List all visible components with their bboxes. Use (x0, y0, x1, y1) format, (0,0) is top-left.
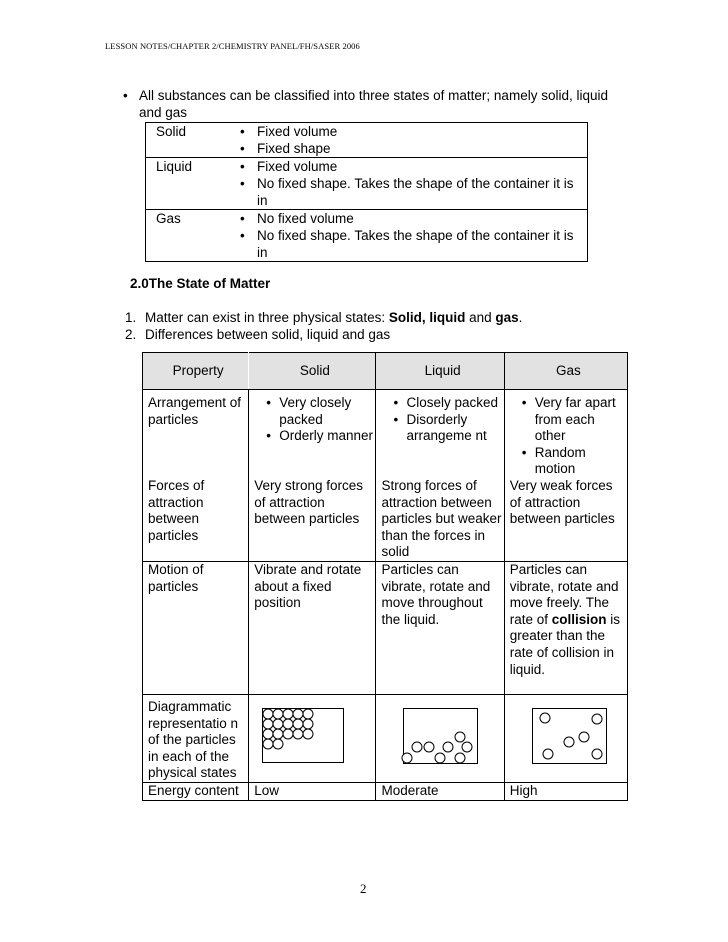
cell-text: Moderate (376, 782, 504, 800)
intro-text: All substances can be classified into three states of matter; namely solid, liquid and gas (139, 88, 608, 120)
row-label: Energy content (143, 782, 249, 800)
cell-text-part: is greater than the rate of collision in liquid. (509, 611, 621, 677)
page-number: 2 (360, 881, 367, 896)
item-text: and (465, 310, 496, 325)
header-gas: Gas (504, 353, 627, 390)
state-point: • No fixed shape. Takes the shape of the container it is in (232, 175, 587, 209)
header-liquid: Liquid (376, 353, 504, 390)
cell-point: • Orderly manner (254, 428, 375, 445)
state-point: • Fixed shape (232, 140, 587, 157)
states-table (145, 122, 588, 262)
state-point: • No fixed volume (232, 210, 587, 227)
cell-point: • Disorderly arrangeme nt (381, 412, 503, 445)
numbered-item-1 (125, 309, 522, 326)
item-bold-text: Solid, liquid (388, 310, 466, 325)
states-row-liquid (146, 158, 588, 210)
row-diagram (143, 694, 628, 782)
section-heading (130, 276, 270, 291)
differences-table (142, 352, 628, 801)
cell-bold-text: collision (551, 611, 607, 627)
item-text: Matter can exist in three physical states: (145, 310, 389, 325)
bullet-marker: • (123, 88, 128, 103)
row-label: Diagrammatic representatio n of the particles in each of the physical states (143, 694, 249, 782)
item-number: 1. (125, 310, 137, 325)
state-name: Gas (146, 210, 233, 262)
item-bold-text: gas (495, 310, 519, 325)
cell-text: High (504, 782, 627, 800)
header-row (143, 353, 628, 390)
section-title: The State of Matter (148, 276, 271, 291)
cell-point: • Closely packed (381, 395, 503, 412)
item-number: 2. (125, 327, 137, 342)
intro-bullet (123, 87, 623, 121)
header-property: Property (143, 353, 249, 390)
row-label: Forces of attraction between particles (143, 478, 249, 561)
section-number: 2.0 (130, 276, 149, 291)
item-text: . (518, 310, 523, 325)
row-label: Arrangement of particles (143, 390, 249, 478)
numbered-item-2 (125, 326, 522, 343)
cell-text: Very weak forces of attraction between particles (504, 478, 627, 561)
header-solid: Solid (249, 353, 376, 390)
state-name: Solid (146, 123, 233, 158)
row-arrangement (143, 390, 628, 478)
cell-point: • Very far apart from each other (510, 395, 627, 445)
numbered-list (125, 309, 522, 343)
gas-particles-diagram (518, 708, 608, 766)
liquid-particles-diagram (389, 708, 479, 766)
cell-text: Strong forces of attraction between particles but weaker than the forces in solid (376, 478, 504, 561)
state-point: • No fixed shape. Takes the shape of the container it is in (232, 227, 587, 261)
cell-text (504, 561, 627, 694)
row-forces (143, 478, 628, 561)
row-energy (143, 782, 628, 800)
states-row-solid (146, 123, 588, 158)
cell-text: Vibrate and rotate about a fixed position (249, 561, 376, 694)
page-header: LESSON NOTES/CHAPTER 2/CHEMISTRY PANEL/FH/SASER 2006 (105, 41, 360, 51)
solid-particles-diagram (262, 708, 346, 764)
cell-point: • Very closely packed (254, 395, 375, 428)
cell-text: Very strong forces of attraction between particles (249, 478, 376, 561)
cell-text-part: Particles can vibrate, rotate and move freely. The rate of (509, 561, 619, 627)
state-point: • Fixed volume (232, 123, 587, 140)
cell-point: • Random motion (510, 445, 627, 478)
cell-text: Particles can vibrate, rotate and move throughout the liquid. (376, 561, 504, 694)
states-row-gas (146, 210, 588, 262)
item-text: Differences between solid, liquid and gas (145, 327, 391, 342)
cell-text: Low (249, 782, 376, 800)
row-label: Motion of particles (143, 561, 249, 694)
state-name: Liquid (146, 158, 233, 210)
row-motion (143, 561, 628, 694)
state-point: • Fixed volume (232, 158, 587, 175)
